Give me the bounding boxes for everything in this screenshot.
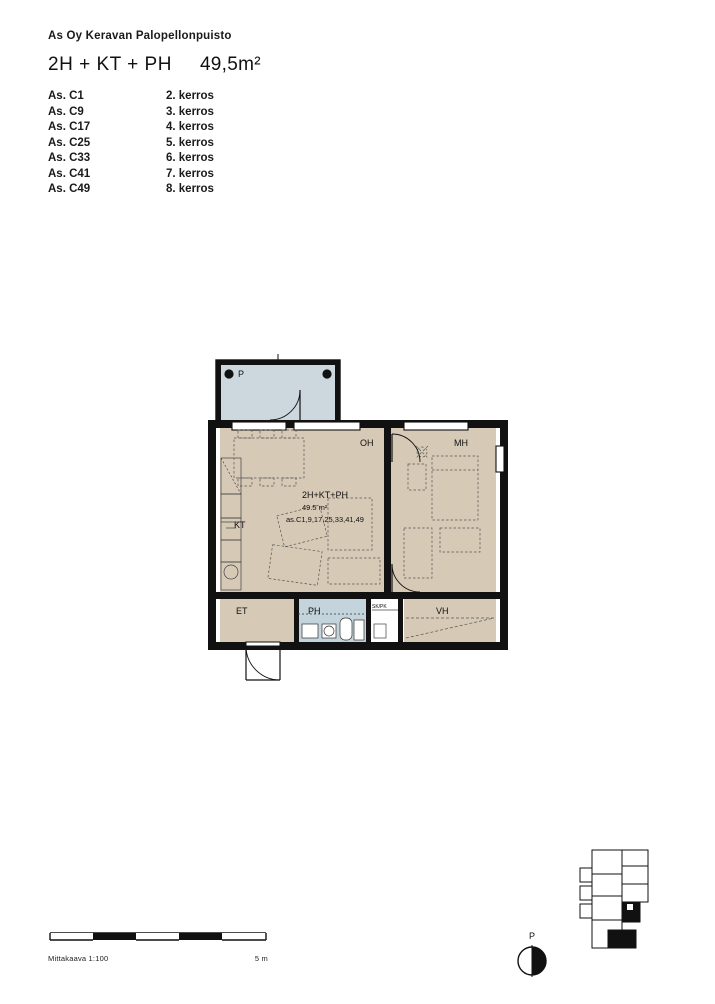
header bbox=[48, 30, 608, 199]
apartment-area: 49,5m² bbox=[199, 54, 261, 75]
room-label-kitchen: KT bbox=[234, 520, 246, 530]
unit-code: As. C17 bbox=[48, 121, 91, 133]
compass-north-label: P bbox=[528, 931, 535, 941]
table-row bbox=[48, 152, 326, 168]
balcony-label: P bbox=[238, 369, 245, 379]
unit-code: As. C33 bbox=[48, 152, 91, 164]
table-row bbox=[48, 106, 326, 122]
floor-label: 7. kerros bbox=[166, 167, 214, 180]
unit-code: As. C25 bbox=[48, 136, 91, 149]
room-label-bathroom: PH bbox=[308, 606, 321, 616]
floor-label: 4. kerros bbox=[166, 121, 214, 133]
table-row bbox=[48, 137, 326, 153]
room-label-living: OH bbox=[360, 438, 374, 448]
unit-floor-table bbox=[48, 90, 326, 199]
balcony bbox=[216, 354, 340, 422]
room-label-wardrobe: VH bbox=[436, 606, 449, 616]
unit-code: As. C9 bbox=[48, 105, 84, 118]
floor-plan bbox=[208, 352, 508, 692]
scale-bar-caption bbox=[48, 954, 268, 963]
room-label-hall: ET bbox=[236, 606, 248, 616]
room-label-utility: SK/PK bbox=[372, 604, 387, 610]
title-row bbox=[48, 54, 608, 76]
center-units: as.C1,9,17,25,33,41,49 bbox=[286, 515, 364, 524]
scale-bar bbox=[48, 930, 268, 963]
floor-label: 5. kerros bbox=[166, 136, 214, 149]
unit-code: As. C1 bbox=[48, 90, 84, 102]
table-row bbox=[48, 121, 326, 137]
project-name: As Oy Keravan Palopellonpuisto bbox=[48, 30, 232, 42]
compass bbox=[508, 930, 556, 984]
table-row bbox=[48, 168, 326, 184]
room-label-bedroom: MH bbox=[454, 438, 468, 448]
floor-label: 6. kerros bbox=[166, 152, 214, 164]
floor-label: 8. kerros bbox=[166, 183, 214, 195]
center-area: 49.5 m² bbox=[302, 503, 328, 512]
table-row bbox=[48, 90, 326, 106]
scale-bar-graphic bbox=[48, 930, 268, 946]
floor-label: 2. kerros bbox=[166, 90, 214, 102]
highlight-block-2 bbox=[608, 930, 636, 948]
center-type: 2H+KT+PH bbox=[302, 490, 349, 500]
unit-code: As. C41 bbox=[48, 167, 91, 180]
table-row bbox=[48, 183, 326, 199]
highlight-marker bbox=[627, 904, 633, 910]
apartment-type: 2H + KT + PH bbox=[48, 54, 172, 75]
floor-label: 3. kerros bbox=[166, 105, 214, 118]
compass-icon bbox=[515, 944, 549, 978]
site-key-plan bbox=[572, 846, 668, 956]
scale-end-label: 5 m bbox=[254, 954, 268, 963]
unit-code: As. C49 bbox=[48, 183, 91, 195]
apartment-shell bbox=[212, 422, 504, 680]
scale-label: Mittakaava 1:100 bbox=[48, 954, 109, 963]
